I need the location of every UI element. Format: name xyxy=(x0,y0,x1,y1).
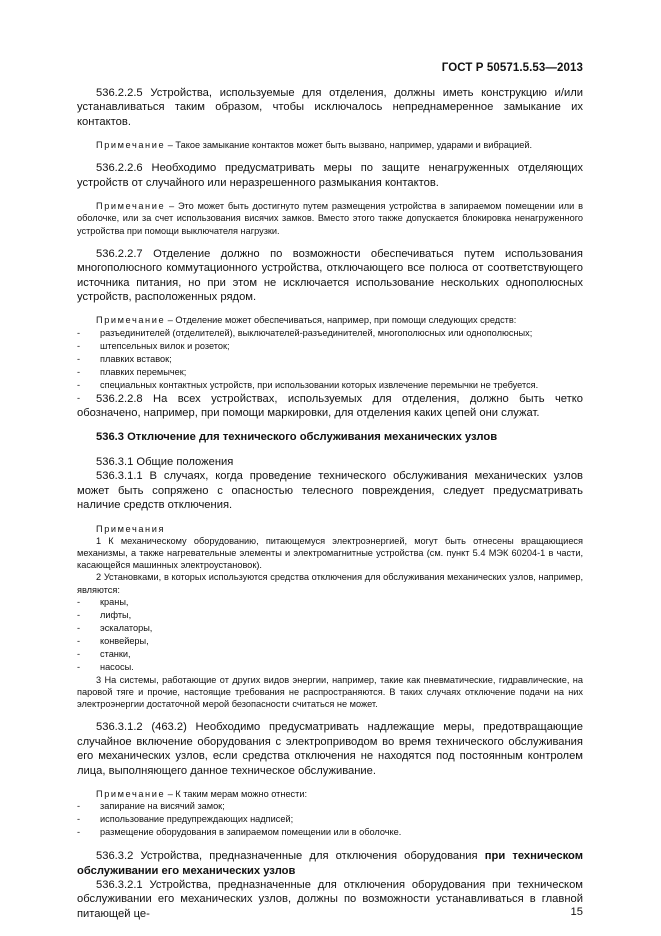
clause-536-2-2-8: 536.2.2.8 На всех устройствах, используемых для отделения, должно быть четко обозначено, например, при помощи маркировки, для отделения каких цепей они служат. xyxy=(77,392,583,420)
note-4-2: 2 Установками, в которых используются средства отключения для обслуживания механических узлов, например, являются: xyxy=(77,572,583,595)
list-item: - плавких перемычек; xyxy=(77,366,187,377)
list-item: - плавких вставок; xyxy=(77,353,172,364)
clause-536-3-1: 536.3.1 Общие положения xyxy=(96,455,234,468)
list-item: - использование предупреждающих надписей; xyxy=(77,814,294,825)
list-item: - эскалаторы, xyxy=(77,622,153,633)
note-3: Примечание – Отделение может обеспечиваться, например, при помощи следующих средств: xyxy=(96,315,517,326)
standard-header: ГОСТ Р 50571.5.53—2013 xyxy=(441,62,583,74)
list-item: - разъединителей (отделителей), выключателей-разъединителей, многополюсных или однополюсных; xyxy=(77,327,533,338)
clause-536-3-1-2: 536.3.1.2 (463.2) Необходимо предусматривать надлежащие меры, предотвращающие случайное включение оборудования с электроприводом во время технического обслуживания его механических узлов, если средства отключения не находятся под постоянным контролем лица, выполняющего данное техническое обслуживание. xyxy=(77,721,583,777)
list-item: - запирание на висячий замок; xyxy=(77,801,225,812)
list-item: - штепсельных вилок и розеток; xyxy=(77,340,230,351)
section-heading-536-3: 536.3 Отключение для технического обслуживания механических узлов xyxy=(96,431,498,444)
list-item: - размещение оборудования в запираемом помещении или в оболочке. xyxy=(77,827,402,838)
note-5: Примечание – К таким мерам можно отнести: xyxy=(96,788,308,799)
note-4-1: 1 К механическому оборудованию, питающемуся электроэнергией, могут быть отнесены вращающиеся механизмы, а также нагревательные элементы и электромагнитные устройства (см. пункт 5.4 МЭК 60204-1 в части, касающейся машинных электроустановок). xyxy=(77,535,583,571)
clause-536-2-2-6: 536.2.2.6 Необходимо предусматривать меры по защите ненагруженных отделяющих устройств от случайного или неразрешенного размыкания контактов. xyxy=(77,162,583,189)
note-4-3: 3 На системы, работающие от других видов энергии, например, такие как пневматические, гидравлические, на паровой тяге и прочие, настоящие требования не распространяются. В таких случаях отключение подачи на них электроэнергии достаточной мерой безопасности считаться не может. xyxy=(77,674,583,710)
list-item: - конвейеры, xyxy=(77,635,149,646)
clause-536-3-2: 536.3.2 Устройства, предназначенные для отключения оборудования при техническом обслуживании его механических узлов xyxy=(77,850,583,877)
clause-536-3-2-1: 536.3.2.1 Устройства, предназначенные для отключения оборудования при техническом обслуживании его механических узлов, должны по возможности устанавливаться в главной питающей це- xyxy=(77,878,583,920)
note-1: Примечание – Такое замыкание контактов может быть вызвано, например, ударами и вибрацией. xyxy=(96,140,533,151)
measures-list xyxy=(77,800,583,839)
installations-list xyxy=(77,596,583,674)
list-item: - специальных контактных устройств, при использовании которых извлечение перемычки не требуется. xyxy=(77,379,539,390)
page-content xyxy=(77,86,583,921)
note-2: Примечание – Это может быть достигнуто путем размещения устройства в запираемом помещении или в оболочке, или за счет использования висячих замков. Вместо этого также допускается блокировка ненагруженного устройства при помощи выключателя нагрузки. xyxy=(77,201,583,236)
clause-536-2-2-5: 536.2.2.5 Устройства, используемые для отделения, должны иметь конструкцию и/или устанавливаться таким образом, чтобы исключалось непреднамеренное замыкание их контактов. xyxy=(77,87,583,128)
list-item: - краны, xyxy=(77,596,129,607)
clause-536-3-1-1: 536.3.1.1 В случаях, когда проведение технического обслуживания механических узлов может быть сопряжено с опасностью телесного повреждения, следует предусматривать наличие средств отключения. xyxy=(77,470,583,512)
list-item: - лифты, xyxy=(77,609,132,620)
list-item: - насосы. xyxy=(77,661,134,672)
list-item: - станки, xyxy=(77,648,131,659)
clause-536-2-2-7: 536.2.2.7 Отделение должно по возможности обеспечиваться путем использования многополюсного коммутационного устройства, отключающего все полюса от соответствующего источника питания, но при этом не исключается использование нескольких однополюсных устройств, расположенных рядом. xyxy=(77,247,583,304)
isolation-means-list: - разъединителей (отделителей), выключателей-разъединителей, многополюсных или однополюсных; - штепсельных вилок и розеток; - плавких вставок; - плавких перемычек; - специальных контактных устройств, при использовании которых извлечение перемычки не требуется. - xyxy=(77,327,583,392)
page-number: 15 xyxy=(570,906,583,918)
notes-label: Примечания xyxy=(96,523,166,534)
